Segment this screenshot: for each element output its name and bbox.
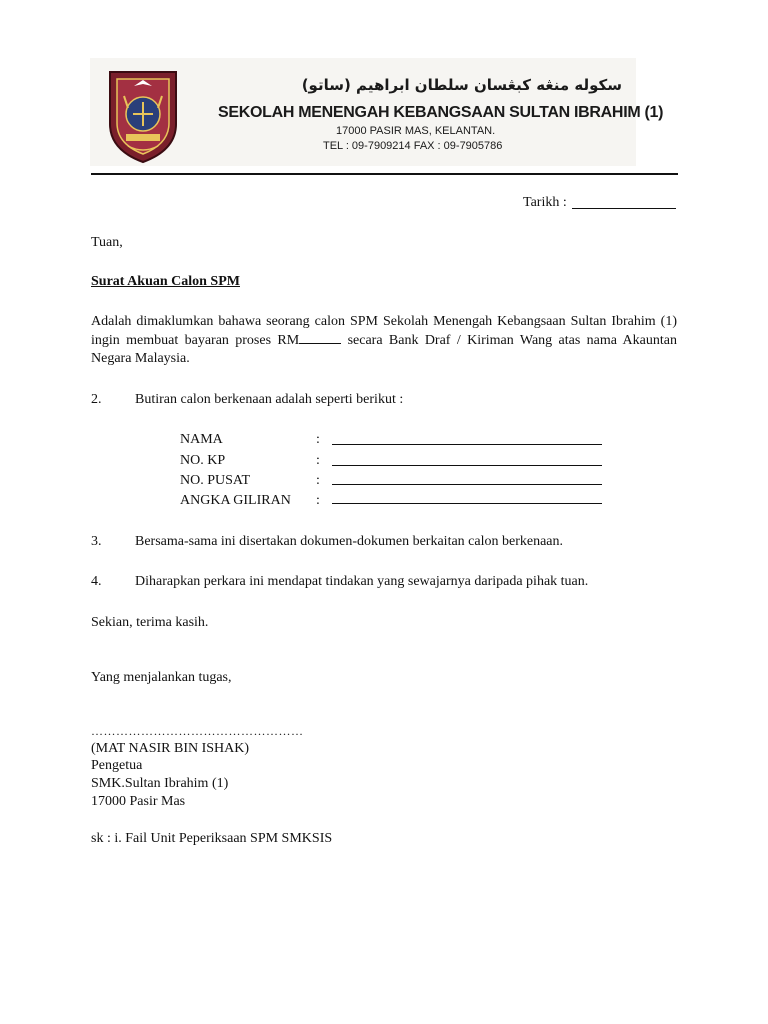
signer-school: SMK.Sultan Ibrahim (1) bbox=[91, 776, 229, 791]
field-colon: : bbox=[316, 493, 320, 508]
field-line-nama bbox=[332, 444, 602, 445]
carbon-copy-line: sk : i. Fail Unit Peperiksaan SPM SMKSIS bbox=[91, 831, 333, 846]
signer-town: 17000 Pasir Mas bbox=[91, 794, 186, 809]
date-label: Tarikh : bbox=[523, 195, 567, 210]
letter-subject: Surat Akuan Calon SPM bbox=[91, 274, 240, 289]
school-crest-logo bbox=[106, 66, 180, 164]
salutation: Tuan, bbox=[91, 235, 123, 250]
signature-dotted-line: …………………………………………… bbox=[91, 724, 304, 738]
field-colon: : bbox=[316, 432, 320, 447]
field-colon: : bbox=[316, 473, 320, 488]
item-4-number: 4. bbox=[91, 574, 102, 589]
item-3-number: 3. bbox=[91, 534, 102, 549]
field-label-no-pusat: NO. PUSAT bbox=[180, 473, 251, 488]
paragraph-1-text-a: Adalah dimaklumkan bahawa seorang calon SPM Sekolah Menengah Kebangsaan Sultan Ibrahim (1) ingin membuat bayaran proses RM bbox=[91, 314, 677, 348]
school-name: SEKOLAH MENENGAH KEBANGSAAN SULTAN IBRAHIM (1) bbox=[218, 104, 664, 121]
signer-title: Pengetua bbox=[91, 758, 143, 773]
field-line-no-pusat bbox=[332, 484, 602, 485]
amount-blank bbox=[299, 331, 341, 344]
field-label-no-kp: NO. KP bbox=[180, 453, 226, 468]
paragraph-1-text-b: secara Bank Draf / Kiriman Wang atas nama Akauntan Negara Malaysia. bbox=[91, 333, 677, 366]
field-label-nama: NAMA bbox=[180, 432, 223, 447]
date-blank-line bbox=[572, 208, 676, 209]
field-label-angka-giliran: ANGKA GILIRAN bbox=[180, 493, 291, 508]
item-2-number: 2. bbox=[91, 392, 102, 407]
field-line-angka-giliran bbox=[332, 503, 602, 504]
header-divider bbox=[91, 173, 678, 175]
school-phone-fax: TEL : 09-7909214 FAX : 09-7905786 bbox=[323, 140, 503, 152]
school-name-jawi: سکوله منڠه کبڠسان سلطان ابراهيم (ساتو) bbox=[301, 76, 622, 94]
paragraph-1 bbox=[91, 313, 677, 368]
field-colon: : bbox=[316, 453, 320, 468]
item-2-text: Butiran calon berkenaan adalah seperti berikut : bbox=[135, 392, 404, 407]
school-address: 17000 PASIR MAS, KELANTAN. bbox=[336, 125, 496, 137]
letterhead bbox=[90, 58, 664, 166]
field-line-no-kp bbox=[332, 465, 602, 466]
item-3-text: Bersama-sama ini disertakan dokumen-dokumen berkaitan calon berkenaan. bbox=[135, 534, 564, 549]
item-4-text: Diharapkan perkara ini mendapat tindakan yang sewajarnya daripada pihak tuan. bbox=[135, 574, 589, 589]
signer-name: (MAT NASIR BIN ISHAK) bbox=[91, 741, 250, 756]
signoff-line: Yang menjalankan tugas, bbox=[91, 670, 232, 685]
closing-line: Sekian, terima kasih. bbox=[91, 615, 209, 630]
